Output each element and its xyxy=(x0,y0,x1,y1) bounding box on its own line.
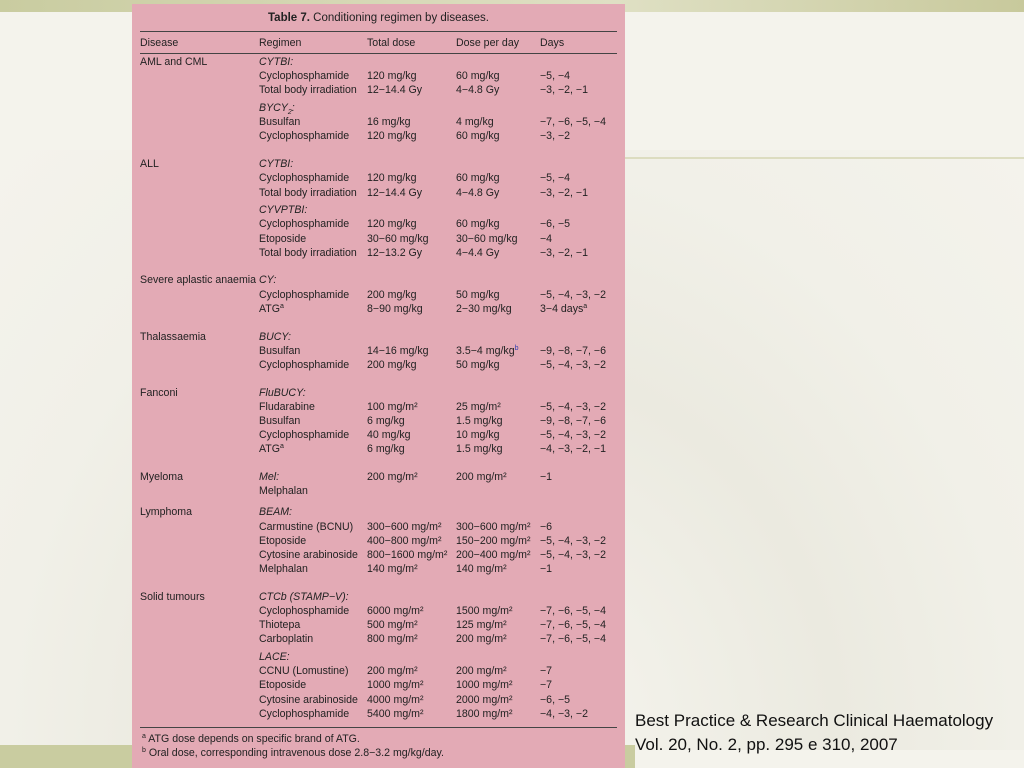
cell-regimen: Etoposide xyxy=(259,679,307,692)
cell-total-dose: 30−60 mg/kg xyxy=(367,232,429,245)
cell-days: −6, −5 xyxy=(540,218,571,231)
table-row xyxy=(132,471,625,485)
cell-days: −6, −5 xyxy=(540,693,571,706)
cell-days: −5, −4, −3, −2 xyxy=(540,288,606,301)
cell-days: −3, −2, −1 xyxy=(540,84,589,97)
cell-regimen: $BYCY_2$: xyxy=(259,102,295,117)
table-row xyxy=(132,665,625,679)
table-row xyxy=(132,70,625,84)
cell-total-dose: 140 mg/m² xyxy=(367,563,418,576)
cell-days: −5, −4, −3, −2 xyxy=(540,534,606,547)
cell-disease: Myeloma xyxy=(140,471,183,483)
cell-days: −7, −6, −5, −4 xyxy=(540,605,606,617)
table-top-rule xyxy=(140,31,617,32)
cell-total-dose: 400−800 mg/m² xyxy=(367,534,442,547)
cell-dose-per-day: 60 mg/kg xyxy=(456,218,500,231)
cell-regimen: Cytosine arabinoside xyxy=(259,548,358,561)
cell-dose-per-day: 1000 mg/m² xyxy=(456,679,513,692)
cell-total-dose: 6 mg/kg xyxy=(367,443,405,456)
cell-days: −7, −6, −5, −4 xyxy=(540,116,606,129)
cell-total-dose: 200 mg/m² xyxy=(367,471,418,483)
cell-regimen: Carmustine (BCNU) xyxy=(259,520,354,533)
table-row xyxy=(132,605,625,619)
table-row xyxy=(132,521,625,535)
slide-divider-line xyxy=(625,157,1024,159)
cell-dose-per-day: 3.5−4 $mg/kg^b$ xyxy=(456,344,519,357)
cell-regimen: Etoposide xyxy=(259,232,307,245)
cell-days: −9, −8, −7, −6 xyxy=(540,414,606,427)
cell-total-dose: 6 mg/kg xyxy=(367,414,405,427)
cell-dose-per-day: 150−200 mg/m² xyxy=(456,534,531,547)
cell-regimen: BUCY: xyxy=(259,330,291,343)
table-row xyxy=(132,401,625,415)
table-row xyxy=(132,331,625,345)
cell-dose-per-day: 50 mg/kg xyxy=(456,358,500,371)
cell-regimen: Cyclophosphamide xyxy=(259,130,350,143)
cell-regimen: Thiotepa xyxy=(259,619,301,632)
cell-dose-per-day: 60 mg/kg xyxy=(456,130,500,143)
cell-regimen: BEAM: xyxy=(259,506,292,519)
table-title: Table 7. Conditioning regimen by diseases. xyxy=(268,12,489,24)
cell-regimen: Busulfan xyxy=(259,414,301,427)
cell-days: −5, −4, −3, −2 xyxy=(540,358,606,371)
cell-dose-per-day: 30−60 mg/kg xyxy=(456,232,518,245)
cell-dose-per-day: 4 mg/kg xyxy=(456,116,494,129)
cell-dose-per-day: 300−600 mg/m² xyxy=(456,520,531,533)
cell-regimen: ATG$^a$ xyxy=(259,302,284,315)
header-regimen: Regimen xyxy=(259,37,302,49)
footnote-a: $^a$ ATG dose depends on specific brand of ATG. xyxy=(142,733,360,745)
header-dose-per-day: Dose per day xyxy=(456,37,520,49)
cell-days: −5, −4, −3, −2 xyxy=(540,429,606,442)
cell-disease: Severe aplastic anaemia xyxy=(140,274,257,287)
cell-regimen: Cyclophosphamide xyxy=(259,358,350,371)
cell-days: −5, −4 xyxy=(540,70,571,83)
cell-regimen: CTCb (STAMP−V): xyxy=(259,590,349,603)
cell-total-dose: 200 mg/kg xyxy=(367,288,417,301)
cell-dose-per-day: 1.5 mg/kg xyxy=(456,414,503,427)
cell-total-dose: 500 mg/m² xyxy=(367,619,418,632)
table-row xyxy=(132,158,625,172)
cell-total-dose: 200 mg/m² xyxy=(367,665,418,678)
table-row xyxy=(132,303,625,317)
cell-dose-per-day: 50 mg/kg xyxy=(456,288,500,301)
cell-regimen: CYTBI: xyxy=(259,56,294,68)
cell-total-dose: 120 mg/kg xyxy=(367,130,417,143)
cell-regimen: Cyclophosphamide xyxy=(259,707,350,720)
cell-regimen: Fludarabine xyxy=(259,400,315,413)
cell-dose-per-day: 125 mg/m² xyxy=(456,619,507,632)
cell-total-dose: 40 mg/kg xyxy=(367,429,411,442)
cell-days: 3−4 days$^a$ xyxy=(540,302,588,315)
header-total-dose: Total dose xyxy=(367,37,416,49)
cell-regimen: Melphalan xyxy=(259,563,308,576)
table-row xyxy=(132,247,625,261)
table-row xyxy=(132,443,625,457)
cell-total-dose: 800−1600 mg/m² xyxy=(367,548,448,561)
cell-days: −7 xyxy=(540,665,553,678)
table-row xyxy=(132,130,625,144)
table-row xyxy=(132,345,625,359)
cell-regimen: Melphalan xyxy=(259,485,308,498)
cell-disease: AML and CML xyxy=(140,56,208,68)
header-disease: Disease xyxy=(140,37,179,49)
cell-dose-per-day: 2−30 mg/kg xyxy=(456,302,512,315)
cell-days: −3, −2 xyxy=(540,130,571,143)
table-row xyxy=(132,708,625,722)
cell-days: −6 xyxy=(540,520,553,533)
table-row xyxy=(132,359,625,373)
cell-regimen: CYVPTBI: xyxy=(259,204,308,217)
cell-regimen: Cyclophosphamide xyxy=(259,218,350,231)
cell-total-dose: 5400 mg/m² xyxy=(367,707,424,720)
table-row xyxy=(132,429,625,443)
cell-regimen: Busulfan xyxy=(259,116,301,129)
cell-regimen: Total body irradiation xyxy=(259,246,357,259)
cell-dose-per-day: 140 mg/m² xyxy=(456,563,507,576)
table-row xyxy=(132,694,625,708)
cell-dose-per-day: 200 mg/m² xyxy=(456,633,507,646)
cell-days: −5, −4, −3, −2 xyxy=(540,548,606,561)
cell-days: −7, −6, −5, −4 xyxy=(540,619,606,632)
table-row xyxy=(132,591,625,605)
cell-total-dose: 800 mg/m² xyxy=(367,633,418,646)
slide-bottom-band xyxy=(625,745,635,768)
cell-days: −5, −4 xyxy=(540,172,571,185)
cell-days: −3, −2, −1 xyxy=(540,246,589,259)
cell-regimen: Cyclophosphamide xyxy=(259,605,350,617)
table-row xyxy=(132,289,625,303)
cell-disease: Fanconi xyxy=(140,386,178,399)
cell-total-dose: 12−13.2 Gy xyxy=(367,246,423,259)
table-row xyxy=(132,187,625,201)
cell-regimen: Total body irradiation xyxy=(259,84,357,97)
cell-dose-per-day: 60 mg/kg xyxy=(456,172,500,185)
table-row xyxy=(132,387,625,401)
cell-days: −4 xyxy=(540,232,553,245)
table-row xyxy=(132,651,625,665)
table-row xyxy=(132,563,625,577)
cell-dose-per-day: 2000 mg/m² xyxy=(456,693,513,706)
cell-disease: Solid tumours xyxy=(140,590,205,603)
cell-dose-per-day: 4−4.8 Gy xyxy=(456,186,500,199)
cell-regimen: CYTBI: xyxy=(259,158,294,171)
cell-days: −5, −4, −3, −2 xyxy=(540,400,606,413)
cell-dose-per-day: 10 mg/kg xyxy=(456,429,500,442)
table-row xyxy=(132,204,625,218)
footnote-b: $^b$ Oral dose, corresponding intravenous dose 2.8−3.2 mg/kg/day. xyxy=(142,747,444,759)
conditioning-regimen-table xyxy=(132,4,625,768)
header-days: Days xyxy=(540,37,565,49)
cell-total-dose: 6000 mg/m² xyxy=(367,605,424,617)
cell-dose-per-day: 1.5 mg/kg xyxy=(456,443,503,456)
citation-volume: Vol. 20, No. 2, pp. 295 e 310, 2007 xyxy=(635,735,898,754)
cell-total-dose: 100 mg/m² xyxy=(367,400,418,413)
cell-days: −1 xyxy=(540,471,553,483)
cell-days: −1 xyxy=(540,563,553,576)
table-row xyxy=(132,116,625,130)
slide-bottom-band xyxy=(0,745,132,768)
table-row xyxy=(132,56,625,70)
cell-regimen: FluBUCY: xyxy=(259,386,306,399)
table-row xyxy=(132,485,625,499)
cell-regimen: Etoposide xyxy=(259,534,307,547)
citation-journal: Best Practice & Research Clinical Haematology xyxy=(635,711,994,730)
table-row xyxy=(132,172,625,186)
cell-disease: Thalassaemia xyxy=(140,330,206,343)
cell-regimen: Cyclophosphamide xyxy=(259,70,350,83)
cell-total-dose: 120 mg/kg xyxy=(367,172,417,185)
cell-total-dose: 8−90 mg/kg xyxy=(367,302,423,315)
cell-regimen: ATG$^a$ xyxy=(259,443,284,456)
cell-days: −3, −2, −1 xyxy=(540,186,589,199)
cell-total-dose: 4000 mg/m² xyxy=(367,693,424,706)
table-row xyxy=(132,218,625,232)
cell-dose-per-day: 4−4.8 Gy xyxy=(456,84,500,97)
cell-dose-per-day: 1500 mg/m² xyxy=(456,605,513,617)
table-row xyxy=(132,679,625,693)
table-bottom-rule xyxy=(140,727,617,728)
cell-dose-per-day: 200−400 mg/m² xyxy=(456,548,531,561)
table-row xyxy=(132,506,625,520)
table-row xyxy=(132,619,625,633)
cell-dose-per-day: 60 mg/kg xyxy=(456,70,500,83)
cell-regimen: Cyclophosphamide xyxy=(259,429,350,442)
cell-total-dose: 300−600 mg/m² xyxy=(367,520,442,533)
cell-dose-per-day: 25 mg/m² xyxy=(456,400,501,413)
cell-days: −4, −3, −2, −1 xyxy=(540,443,606,456)
cell-days: −7, −6, −5, −4 xyxy=(540,633,606,646)
table-row xyxy=(132,633,625,647)
cell-days: −7 xyxy=(540,679,553,692)
cell-days: −4, −3, −2 xyxy=(540,707,589,720)
cell-total-dose: 1000 mg/m² xyxy=(367,679,424,692)
cell-dose-per-day: 1800 mg/m² xyxy=(456,707,513,720)
cell-regimen: Carboplatin xyxy=(259,633,314,646)
cell-dose-per-day: 4−4.4 Gy xyxy=(456,246,500,259)
cell-regimen: Cyclophosphamide xyxy=(259,288,350,301)
cell-total-dose: 12−14.4 Gy xyxy=(367,186,423,199)
cell-dose-per-day: 200 mg/m² xyxy=(456,471,507,483)
table-row xyxy=(132,535,625,549)
table-body xyxy=(132,56,625,722)
cell-disease: ALL xyxy=(140,158,159,171)
table-header-rule xyxy=(140,53,617,54)
cell-total-dose: 12−14.4 Gy xyxy=(367,84,423,97)
cell-regimen: CY: xyxy=(259,274,277,287)
table-row xyxy=(132,102,625,116)
cell-days: −9, −8, −7, −6 xyxy=(540,344,606,357)
cell-total-dose: 120 mg/kg xyxy=(367,218,417,231)
cell-total-dose: 120 mg/kg xyxy=(367,70,417,83)
table-row xyxy=(132,233,625,247)
cell-regimen: Cytosine arabinoside xyxy=(259,693,358,706)
table-row xyxy=(132,274,625,288)
cell-total-dose: 200 mg/kg xyxy=(367,358,417,371)
cell-regimen: CCNU (Lomustine) xyxy=(259,665,349,678)
table-header xyxy=(132,37,625,51)
cell-regimen: Mel: xyxy=(259,471,280,483)
cell-regimen: Cyclophosphamide xyxy=(259,172,350,185)
cell-total-dose: 16 mg/kg xyxy=(367,116,411,129)
cell-disease: Lymphoma xyxy=(140,506,193,519)
table-row xyxy=(132,84,625,98)
table-row xyxy=(132,549,625,563)
cell-regimen: LACE: xyxy=(259,651,290,664)
cell-total-dose: 14−16 mg/kg xyxy=(367,344,429,357)
table-row xyxy=(132,415,625,429)
cell-regimen: Total body irradiation xyxy=(259,186,357,199)
cell-regimen: Busulfan xyxy=(259,344,301,357)
cell-dose-per-day: 200 mg/m² xyxy=(456,665,507,678)
